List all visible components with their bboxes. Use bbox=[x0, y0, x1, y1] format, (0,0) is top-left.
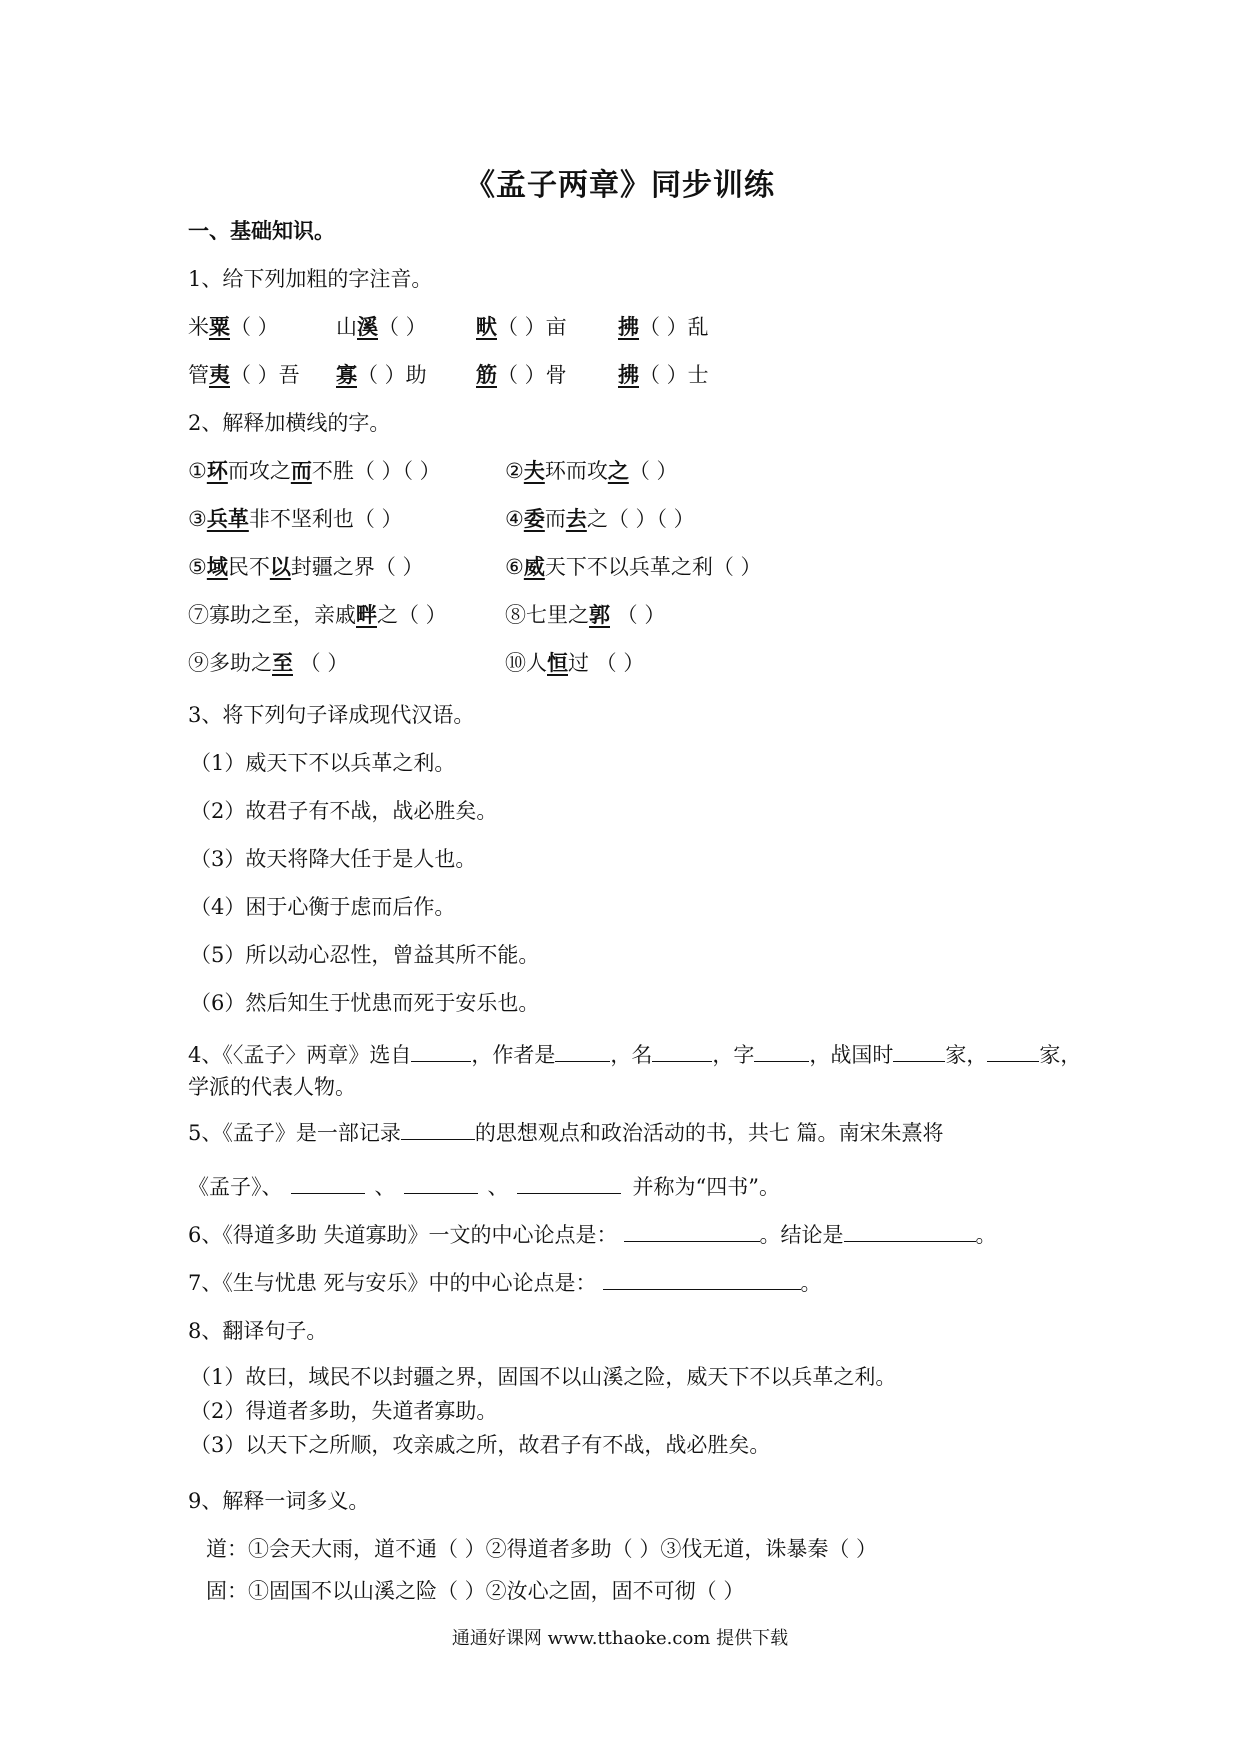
q2-text: ⑤ bbox=[188, 555, 207, 579]
q1-answer-paren[interactable]: （ ）亩 bbox=[497, 315, 567, 339]
q2-underlined-char: 夫 bbox=[523, 458, 545, 483]
q2-text: ① bbox=[188, 459, 207, 483]
q2-item bbox=[505, 648, 644, 678]
q6-text: 6、《得道多助 失道寡助》一文的中心论点是： bbox=[188, 1223, 618, 1247]
q2-text: 环而攻 bbox=[544, 459, 608, 483]
q4-text: 家， bbox=[945, 1043, 988, 1067]
q1-item bbox=[618, 312, 709, 342]
q4-blank-source[interactable] bbox=[411, 1041, 471, 1062]
q2-text: ⑧七里之 bbox=[505, 603, 589, 627]
q3-prompt: 3、将下列句子译成现代汉语。 bbox=[188, 703, 475, 727]
page-title: 《孟子两章》同步训练 bbox=[465, 168, 775, 203]
q5-text: 5、《孟子》是一部记录 bbox=[188, 1121, 401, 1145]
q1-item bbox=[336, 312, 427, 342]
q2-underlined-char: 域 bbox=[206, 554, 228, 579]
q9-item: 道：①会天大雨，道不通（ ）②得道者多助（ ）③伐无道，诛暴秦（ ） bbox=[206, 1537, 878, 1561]
q2-item bbox=[188, 552, 424, 582]
q5-blank-book-2[interactable] bbox=[404, 1173, 478, 1194]
q5-text: 并称为“四书”。 bbox=[632, 1175, 780, 1199]
q2-text: 非不坚利也（ ） bbox=[248, 507, 403, 531]
q5-text: 的思想观点和政治活动的书，共七 篇。南宋朱熹将 bbox=[474, 1121, 944, 1145]
q1-answer-paren[interactable]: （ ） bbox=[378, 315, 427, 339]
q1-item bbox=[188, 312, 279, 342]
q2-underlined-char: 委 bbox=[523, 506, 545, 531]
q2-underlined-char: 去 bbox=[565, 506, 587, 531]
q2-text: 不胜（ ）（ ） bbox=[311, 459, 441, 483]
q3-sentence: （6）然后知生于忧患而死于安乐也。 bbox=[190, 991, 540, 1015]
q2-text: ⑦寡助之至，亲戚 bbox=[188, 603, 356, 627]
q2-text: （ ） bbox=[610, 603, 666, 627]
q2-text: 之（ ）（ ） bbox=[586, 507, 695, 531]
q7-blank-central-argument[interactable] bbox=[603, 1269, 801, 1290]
q5-text: 《孟子》、 bbox=[188, 1175, 283, 1199]
q6-blank-central-argument[interactable] bbox=[624, 1221, 760, 1242]
q4-text: ，字 bbox=[712, 1043, 755, 1067]
q3-sentence: （1）威天下不以兵革之利。 bbox=[190, 751, 456, 775]
q1-bold-char: 溪 bbox=[357, 314, 378, 339]
q3-sentence: （2）故君子有不战，战必胜矣。 bbox=[190, 799, 498, 823]
q5-line-2 bbox=[188, 1172, 780, 1202]
q1-bold-char: 筋 bbox=[476, 362, 497, 387]
q2-text: 民不 bbox=[227, 555, 270, 579]
q1-answer-paren[interactable]: （ ）士 bbox=[639, 363, 709, 387]
q2-item bbox=[505, 600, 665, 630]
q4-text: 家， bbox=[1039, 1043, 1082, 1067]
q3-sentence: （3）故天将降大任于是人也。 bbox=[190, 847, 477, 871]
q7-text: 。 bbox=[800, 1271, 822, 1295]
q2-item bbox=[505, 552, 762, 582]
q1-item bbox=[476, 312, 567, 342]
q5-separator: 、 bbox=[487, 1175, 509, 1199]
q2-text: （ ） bbox=[293, 651, 349, 675]
q5-blank-book-3[interactable] bbox=[517, 1173, 621, 1194]
q1-text: 米 bbox=[188, 315, 209, 339]
q2-text: 天下不以兵革之利（ ） bbox=[544, 555, 762, 579]
q2-underlined-char: 环 bbox=[206, 458, 228, 483]
q8-sentence: （3）以天下之所顺，攻亲戚之所，故君子有不战，战必胜矣。 bbox=[190, 1433, 771, 1457]
q1-prompt: 1、给下列加粗的字注音。 bbox=[188, 267, 433, 291]
q2-text: ④ bbox=[505, 507, 524, 531]
q1-bold-char: 寡 bbox=[336, 362, 357, 387]
q1-answer-paren[interactable]: （ ）骨 bbox=[497, 363, 567, 387]
q2-text: ⑩人 bbox=[505, 651, 547, 675]
q8-sentence: （1）故曰，域民不以封疆之界，固国不以山溪之险，威天下不以兵革之利。 bbox=[190, 1365, 897, 1389]
q2-text: 过 （ ） bbox=[568, 651, 645, 675]
q1-answer-paren[interactable]: （ ）助 bbox=[357, 363, 427, 387]
q7-line bbox=[188, 1268, 822, 1298]
q4-line-1 bbox=[188, 1040, 1081, 1070]
q2-item bbox=[188, 600, 447, 630]
q2-underlined-char: 畔 bbox=[356, 602, 377, 627]
q1-answer-paren[interactable]: （ ） bbox=[230, 315, 279, 339]
q2-item bbox=[188, 504, 403, 534]
q2-prompt: 2、解释加横线的字。 bbox=[188, 411, 391, 435]
q5-line-1 bbox=[188, 1118, 944, 1148]
q5-blank-book-1[interactable] bbox=[291, 1173, 365, 1194]
q4-line-2: 学派的代表人物。 bbox=[188, 1075, 356, 1099]
q4-blank-school-1[interactable] bbox=[893, 1041, 945, 1062]
q2-underlined-char: 之 bbox=[607, 458, 629, 483]
q2-underlined-char: 以 bbox=[269, 554, 291, 579]
q1-text: 山 bbox=[336, 315, 357, 339]
q1-text: 管 bbox=[188, 363, 209, 387]
q8-sentence: （2）得道者多助，失道者寡助。 bbox=[190, 1399, 498, 1423]
q1-item bbox=[336, 360, 427, 390]
q2-text: ③ bbox=[188, 507, 207, 531]
q4-text: ，作者是 bbox=[471, 1043, 556, 1067]
q3-sentence: （4）困于心衡于虑而后作。 bbox=[190, 895, 456, 919]
section-heading: 一、基础知识。 bbox=[188, 218, 335, 243]
q2-underlined-char: 郭 bbox=[589, 602, 610, 627]
q1-bold-char: 拂 bbox=[618, 314, 639, 339]
q1-item bbox=[188, 360, 300, 390]
q2-text: 之（ ） bbox=[377, 603, 447, 627]
q2-text: 而攻之 bbox=[227, 459, 291, 483]
q2-item bbox=[505, 504, 695, 534]
footer-source: 通通好课网 www.tthaoke.com 提供下载 bbox=[451, 1628, 789, 1649]
q2-item bbox=[505, 456, 678, 486]
q2-text: ⑨多助之 bbox=[188, 651, 272, 675]
q2-underlined-char: 兵革 bbox=[206, 506, 249, 531]
q2-text: （ ） bbox=[628, 459, 678, 483]
q4-text: 4、《〈孟子〉两章》选自 bbox=[188, 1043, 412, 1067]
q5-blank-person[interactable] bbox=[401, 1119, 475, 1140]
q7-text: 7、《生与忧患 死与安乐》中的中心论点是： bbox=[188, 1271, 597, 1295]
q6-text: 。结论是 bbox=[759, 1223, 844, 1247]
q4-text: ，名 bbox=[610, 1043, 653, 1067]
q1-bold-char: 拂 bbox=[618, 362, 639, 387]
q2-text: 封疆之界（ ） bbox=[290, 555, 424, 579]
q6-line bbox=[188, 1220, 997, 1250]
q1-answer-paren[interactable]: （ ）吾 bbox=[230, 363, 300, 387]
q1-item bbox=[618, 360, 709, 390]
q4-blank-name[interactable] bbox=[652, 1041, 712, 1062]
q1-bold-char: 粟 bbox=[209, 314, 230, 339]
q9-prompt: 9、解释一词多义。 bbox=[188, 1489, 370, 1513]
q1-item bbox=[476, 360, 567, 390]
q2-underlined-char: 而 bbox=[290, 458, 312, 483]
q2-text: 而 bbox=[544, 507, 566, 531]
q2-underlined-char: 至 bbox=[272, 650, 293, 675]
q1-bold-char: 畎 bbox=[476, 314, 497, 339]
q2-item bbox=[188, 456, 441, 486]
q6-text: 。 bbox=[975, 1223, 997, 1247]
q2-item bbox=[188, 648, 348, 678]
q3-sentence: （5）所以动心忍性，曾益其所不能。 bbox=[190, 943, 540, 967]
q1-bold-char: 夷 bbox=[209, 362, 230, 387]
q5-separator: 、 bbox=[374, 1175, 396, 1199]
q4-blank-school-2[interactable] bbox=[987, 1041, 1039, 1062]
q2-underlined-char: 威 bbox=[523, 554, 545, 579]
q4-blank-courtesy-name[interactable] bbox=[754, 1041, 809, 1062]
q8-prompt: 8、翻译句子。 bbox=[188, 1319, 328, 1343]
q9-item: 固：①固国不以山溪之险（ ）②汝心之固，固不可彻（ ） bbox=[206, 1579, 745, 1603]
q1-answer-paren[interactable]: （ ）乱 bbox=[639, 315, 709, 339]
q6-blank-conclusion[interactable] bbox=[844, 1221, 976, 1242]
q4-text: ，战国时 bbox=[809, 1043, 894, 1067]
q2-text: ② bbox=[505, 459, 524, 483]
q2-text: ⑥ bbox=[505, 555, 524, 579]
q4-blank-author[interactable] bbox=[555, 1041, 610, 1062]
q2-underlined-char: 恒 bbox=[547, 650, 568, 675]
